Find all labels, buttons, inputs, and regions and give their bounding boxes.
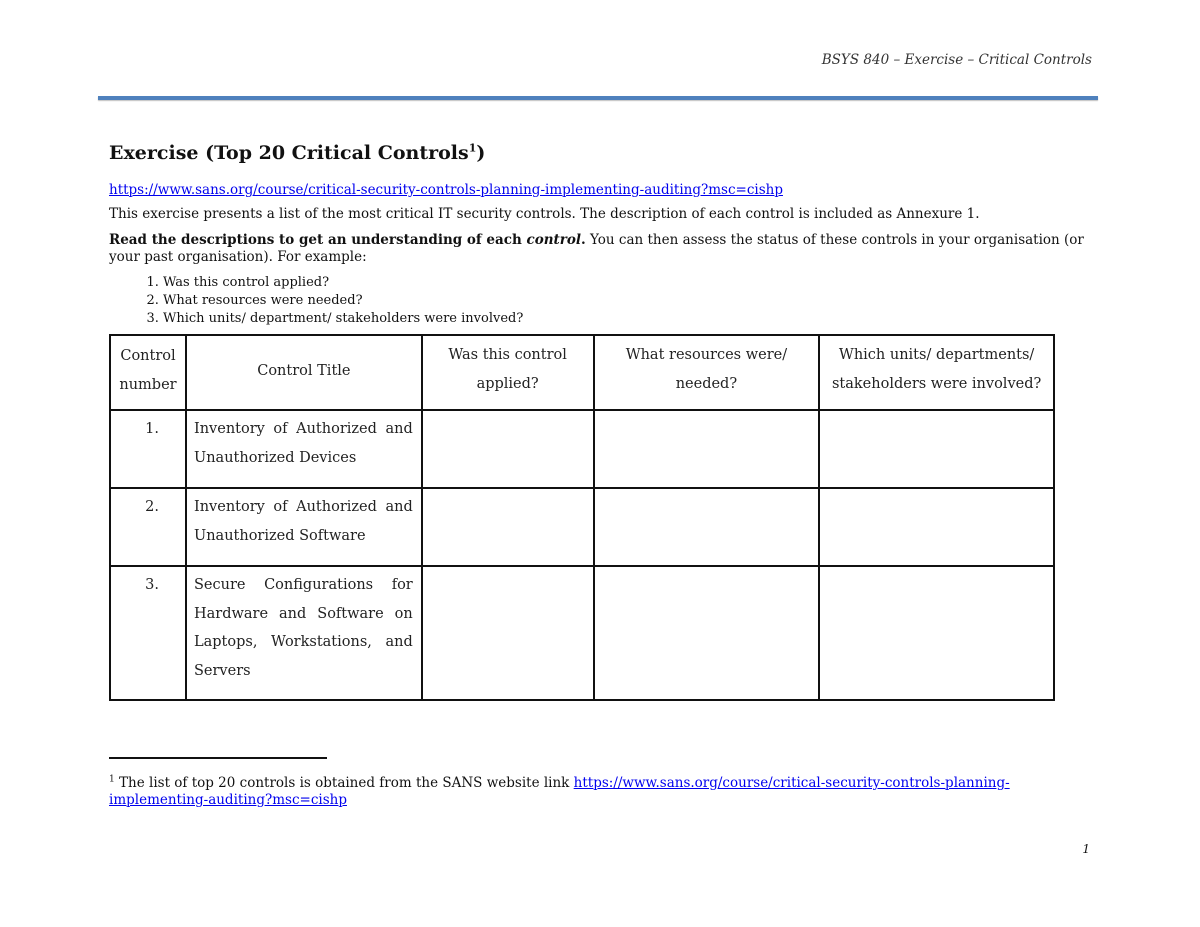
header-resources: What resources were/ needed?: [594, 335, 820, 410]
table-header-row: [110, 335, 1054, 410]
instruction-bold-italic: control: [526, 232, 582, 248]
list-item: 3. Which units/ department/ stakeholders were involved?: [163, 310, 1094, 328]
cell-stakeholders[interactable]: [819, 488, 1054, 566]
page-content: [109, 140, 1094, 701]
table-row: [110, 488, 1054, 566]
questions-list: [109, 274, 1094, 328]
footnote-text: The list of top 20 controls is obtained from the SANS website link: [114, 775, 574, 791]
table-row: [110, 566, 1054, 700]
table-row: [110, 410, 1054, 488]
page-title: [109, 140, 1094, 166]
header-control-number: Control number: [110, 335, 186, 410]
cell-control-title: Inventory of Authorized and Unauthorized Software: [186, 488, 422, 566]
page-number: 1: [1082, 842, 1090, 856]
source-link[interactable]: https://www.sans.org/course/critical-security-controls-planning-implementing-auditing?msc=cishp: [109, 182, 783, 198]
header-applied: Was this control applied?: [422, 335, 594, 410]
title-footnote-ref[interactable]: 1: [468, 141, 477, 155]
cell-stakeholders[interactable]: [819, 410, 1054, 488]
cell-control-title: Secure Configurations for Hardware and Software on Laptops, Workstations, and Servers: [186, 566, 422, 700]
cell-applied[interactable]: [422, 566, 594, 700]
instruction-paragraph: [109, 232, 1094, 266]
footnote-link[interactable]: https://www.sans.org/course/critical-security-controls-planning-implementing-auditing?msc=cishp: [109, 775, 1010, 808]
footnote-ref: 1: [109, 774, 115, 785]
source-link-line: [109, 180, 1094, 199]
header-control-title: Control Title: [186, 335, 422, 410]
cell-applied[interactable]: [422, 410, 594, 488]
header-stakeholders: Which units/ departments/ stakeholders were involved?: [819, 335, 1054, 410]
cell-resources[interactable]: [594, 566, 820, 700]
cell-control-number: 1.: [110, 410, 186, 488]
cell-stakeholders[interactable]: [819, 566, 1054, 700]
list-item: 2. What resources were needed?: [163, 292, 1094, 310]
list-item: 1. Was this control applied?: [163, 274, 1094, 292]
controls-table: [109, 334, 1055, 701]
intro-paragraph: This exercise presents a list of the most critical IT security controls. The description of each control is included as Annexure 1.: [109, 206, 980, 222]
page-title-close: ): [476, 142, 486, 164]
cell-resources[interactable]: [594, 488, 820, 566]
cell-resources[interactable]: [594, 410, 820, 488]
page-title-text: Exercise (Top 20 Critical Controls: [109, 142, 469, 164]
cell-control-title: Inventory of Authorized and Unauthorized Devices: [186, 410, 422, 488]
instruction-bold: [109, 232, 586, 248]
cell-applied[interactable]: [422, 488, 594, 566]
cell-control-number: 3.: [110, 566, 186, 700]
footnote: [109, 775, 1029, 809]
cell-control-number: 2.: [110, 488, 186, 566]
instruction-bold-end: .: [581, 232, 586, 248]
instruction-bold-lead: Read the descriptions to get an understanding of each: [109, 232, 527, 248]
header-rule: [98, 96, 1098, 100]
instruction-rest: You can then assess the status of these controls in your organisation (or your past organisation). For example:: [109, 232, 1084, 265]
footnote-separator: [109, 757, 327, 759]
running-header: BSYS 840 – Exercise – Critical Controls: [821, 52, 1092, 68]
